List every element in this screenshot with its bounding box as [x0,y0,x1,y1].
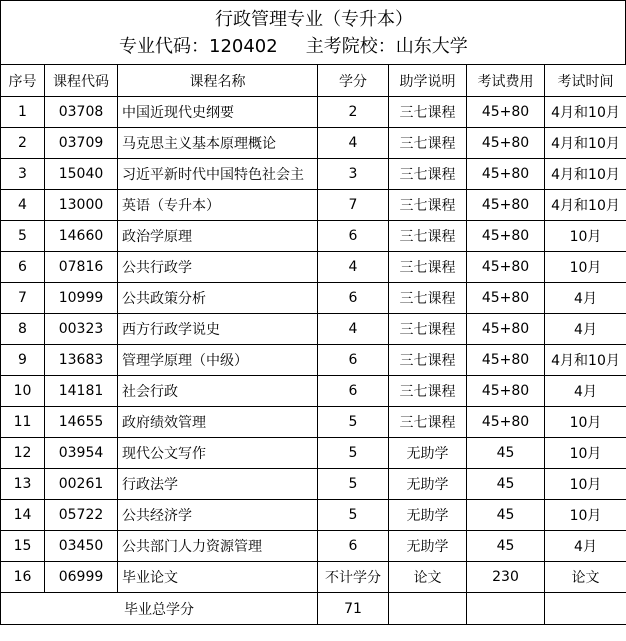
course-number: 7 [1,283,45,314]
course-code: 03709 [45,128,118,159]
course-aid-note: 三七课程 [389,159,467,190]
table-row [1,345,626,376]
course-exam-time: 4月和10月 [545,345,626,376]
course-exam-fee: 45+80 [467,128,545,159]
course-number: 4 [1,190,45,221]
course-code: 13683 [45,345,118,376]
course-code: 03450 [45,531,118,562]
course-name: 社会行政 [118,376,318,407]
table-row [1,159,626,190]
course-code: 13000 [45,190,118,221]
course-exam-time: 10月 [545,500,626,531]
course-exam-fee: 45+80 [467,376,545,407]
course-code: 05722 [45,500,118,531]
course-exam-fee: 45+80 [467,252,545,283]
course-aid-note: 论文 [389,562,467,593]
course-number: 9 [1,345,45,376]
course-number: 10 [1,376,45,407]
table-row [1,128,626,159]
course-credit: 6 [318,221,389,252]
course-exam-fee: 45 [467,438,545,469]
course-number: 2 [1,128,45,159]
column-header-number: 序号 [1,65,45,97]
course-exam-time: 10月 [545,221,626,252]
course-number: 13 [1,469,45,500]
course-number: 1 [1,97,45,128]
table-row [1,97,626,128]
course-exam-fee: 45+80 [467,159,545,190]
course-credit: 4 [318,128,389,159]
course-exam-fee: 45 [467,469,545,500]
course-exam-time: 10月 [545,438,626,469]
course-name: 行政法学 [118,469,318,500]
course-code: 00261 [45,469,118,500]
course-credit: 5 [318,438,389,469]
table-row [1,469,626,500]
total-empty-cell [545,593,626,625]
course-aid-note: 三七课程 [389,314,467,345]
course-number: 12 [1,438,45,469]
course-number: 8 [1,314,45,345]
table-row [1,562,626,593]
course-name: 习近平新时代中国特色社会主 [118,159,318,190]
table-row [1,283,626,314]
course-aid-note: 三七课程 [389,128,467,159]
course-aid-note: 三七课程 [389,221,467,252]
course-exam-time: 论文 [545,562,626,593]
course-exam-time: 10月 [545,469,626,500]
course-aid-note: 三七课程 [389,376,467,407]
column-header-aid-note: 助学说明 [389,65,467,97]
course-number: 6 [1,252,45,283]
course-exam-fee: 45+80 [467,314,545,345]
table-row [1,190,626,221]
course-credit: 4 [318,314,389,345]
table-row [1,221,626,252]
table-row [1,376,626,407]
course-exam-time: 4月 [545,376,626,407]
course-exam-fee: 45+80 [467,97,545,128]
course-name: 公共部门人力资源管理 [118,531,318,562]
course-aid-note: 无助学 [389,469,467,500]
total-credit-label: 毕业总学分 [1,593,318,625]
course-credit: 2 [318,97,389,128]
course-exam-time: 10月 [545,407,626,438]
column-header-credit: 学分 [318,65,389,97]
course-name: 中国近现代史纲要 [118,97,318,128]
course-table [0,64,626,625]
course-exam-time: 4月和10月 [545,159,626,190]
course-aid-note: 无助学 [389,438,467,469]
course-exam-time: 4月和10月 [545,97,626,128]
course-code: 07816 [45,252,118,283]
total-empty-cell [467,593,545,625]
course-number: 5 [1,221,45,252]
course-credit: 6 [318,531,389,562]
course-name: 西方行政学说史 [118,314,318,345]
course-exam-time: 10月 [545,252,626,283]
course-aid-note: 三七课程 [389,345,467,376]
course-credit: 6 [318,283,389,314]
course-code: 15040 [45,159,118,190]
course-credit: 5 [318,500,389,531]
column-header-exam-fee: 考试费用 [467,65,545,97]
column-header-exam-time: 考试时间 [545,65,626,97]
total-empty-cell [389,593,467,625]
course-exam-time: 4月和10月 [545,190,626,221]
course-name: 公共行政学 [118,252,318,283]
course-name: 公共经济学 [118,500,318,531]
course-code: 14181 [45,376,118,407]
course-code: 03708 [45,97,118,128]
major-title: 行政管理专业（专升本） [215,9,413,30]
major-code: 专业代码：120402 [119,36,278,57]
table-row [1,438,626,469]
course-number: 16 [1,562,45,593]
course-credit: 3 [318,159,389,190]
course-rows [1,97,626,625]
course-number: 14 [1,500,45,531]
table-row [1,252,626,283]
course-code: 03954 [45,438,118,469]
course-exam-fee: 45+80 [467,283,545,314]
sheet-header [0,0,626,64]
course-code: 00323 [45,314,118,345]
course-number: 11 [1,407,45,438]
course-number: 3 [1,159,45,190]
course-number: 15 [1,531,45,562]
course-name: 公共政策分析 [118,283,318,314]
column-header-course-code: 课程代码 [45,65,118,97]
course-name: 马克思主义基本原理概论 [118,128,318,159]
total-credit-value: 71 [318,593,389,625]
course-exam-fee: 45+80 [467,345,545,376]
course-name: 毕业论文 [118,562,318,593]
course-code: 14655 [45,407,118,438]
course-code: 14660 [45,221,118,252]
course-aid-note: 无助学 [389,500,467,531]
course-name: 政府绩效管理 [118,407,318,438]
course-credit: 6 [318,345,389,376]
course-aid-note: 无助学 [389,531,467,562]
course-exam-fee: 45+80 [467,190,545,221]
total-row [1,593,626,625]
course-credit: 4 [318,252,389,283]
table-row [1,314,626,345]
table-row [1,407,626,438]
course-credit: 5 [318,469,389,500]
course-name: 政治学原理 [118,221,318,252]
course-credit: 不计学分 [318,562,389,593]
course-exam-time: 4月 [545,314,626,345]
course-exam-fee: 45 [467,500,545,531]
course-credit: 7 [318,190,389,221]
course-aid-note: 三七课程 [389,407,467,438]
course-exam-fee: 45+80 [467,407,545,438]
course-exam-fee: 45+80 [467,221,545,252]
course-exam-time: 4月 [545,531,626,562]
course-aid-note: 三七课程 [389,283,467,314]
course-exam-fee: 230 [467,562,545,593]
course-credit: 5 [318,407,389,438]
course-credit: 6 [318,376,389,407]
examining-school: 主考院校：山东大学 [305,36,468,57]
course-code: 10999 [45,283,118,314]
table-row [1,500,626,531]
table-header-row [1,65,626,97]
table-row [1,531,626,562]
course-name: 管理学原理（中级） [118,345,318,376]
course-exam-time: 4月 [545,283,626,314]
course-exam-time: 4月和10月 [545,128,626,159]
course-name: 现代公文写作 [118,438,318,469]
major-subtitle [119,34,468,60]
course-code: 06999 [45,562,118,593]
course-aid-note: 三七课程 [389,97,467,128]
course-exam-fee: 45 [467,531,545,562]
course-aid-note: 三七课程 [389,190,467,221]
course-name: 英语（专升本） [118,190,318,221]
column-header-course-name: 课程名称 [118,65,318,97]
course-aid-note: 三七课程 [389,252,467,283]
